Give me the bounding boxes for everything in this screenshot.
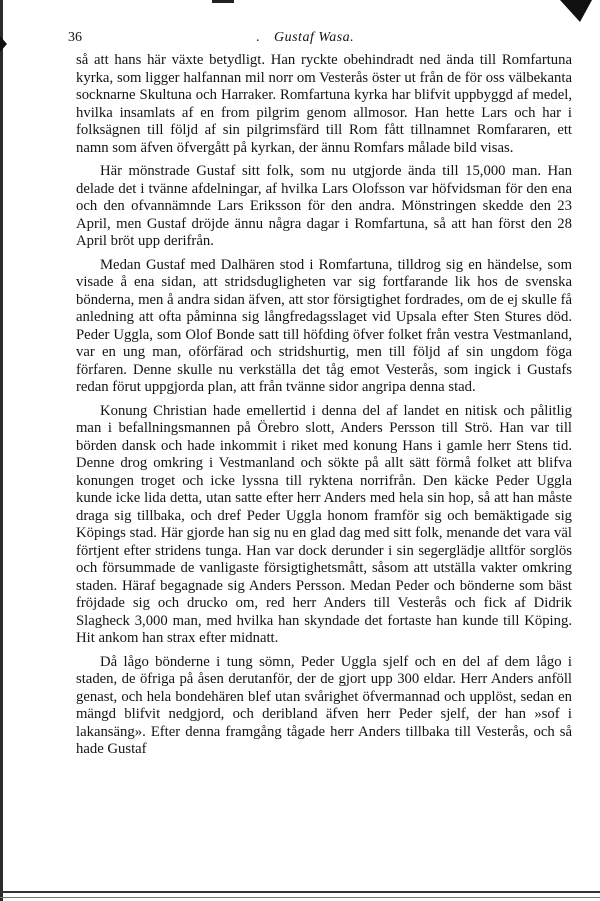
paragraph: så att hans här växte betydligt. Han ryckte obehindradt ned ända till Romfartuna kyrka, som ligger halfannan mil norr om Vesterås öster ut från de för oss välbekanta socknarne Skultuna och Harraker. Romfartuna kyrka har blifvit uppbyggd af medel, hvilka insamlats af en from pilgrim genom allmosor. Han hette Lars och har i folksägnen till följd af sin pilgrimsfärd till Rom fått tillnamnet Romfararen, ett namn som äfven öfvergått på kyrkan, der ännu Romfars målade bild visas. [76,52,572,156]
page-edge-mark [0,36,7,52]
bottom-edge-line [0,891,600,893]
paragraph: Här mönstrade Gustaf sitt folk, som nu utgjorde ända till 15,000 man. Han delade det i tvänne afdelningar, af hvilka Lars Olofsson var höfvidsman för den ena och den ofvannämnde Lars Eriksson för den andra. Mönstringen skedde den 23 April, men Gustaf dröjde ännu några dagar i Romfartuna, så att han först den 28 April bröt upp derifrån. [76,163,572,249]
running-title-text: Gustaf Wasa. [274,30,355,45]
paragraph: Medan Gustaf med Dalhären stod i Romfartuna, tilldrog sig en händelse, som visade å ena sidan, att stridsdugligheten var sig fortfarande lik hos de svenska bönderna, men å andra sidan äfven, att stor försigtighet fordrades, om de ej skulle få anledning att ofta påminna sig långfredagsslaget vid Upsala efter Sten Stures död. Peder Uggla, som Olof Bonde satt till höfding öfver folket från vestra Vestmanland, var en ung man, oförfärad och stridshurtig, men till följd af sin ungdom föga förfaren. Denne skulle nu verkställa det tåg emot Vesterås, som ingick i Gustafs redan förut uppgjorda plan, att från tvänne sidor angripa denna stad. [76,256,572,395]
top-mark [212,0,234,3]
paragraph: Konung Christian hade emellertid i denna del af landet en nitisk och pålitlig man i befallningsmannen på Örebro slott, Anders Persson till Strö. Han var till börden dansk och hade inkommit i riket med konung Hans i gamle herr Stens tid. Denne drog omkring i Vestmanland och sökte på allt sätt förmå folket att blifva konungen troget och icke lyssna till ryktena norrifrån. Den käcke Peder Uggla kunde icke lida detta, utan satte efter herr Anders med hela sin hop, så att han måste draga sig tillbaka, och dref Peder Uggla honom framför sig och bemäktigade sig Köpings stad. Här gjorde han sig nu en glad dag med sitt folk, menande det vara väl förtjent efter stridens tunga. Han var dock derunder i sin segerglädje alltför sorglös och försummade de vanligaste försigtighetsmått, såsom att utställa vakter omkring staden. Häraf begagnade sig Anders Persson. Medan Peder och bönderne som bäst fröjdade sig och drucko om, red herr Anders till Vesterås och fick af Didrik Slagheck 3,000 man, med hvilka han skyndade det fortaste han kunde till Köping. Hit ankom han strax efter midnatt. [76,402,572,646]
paragraph: Då lågo bönderne i tung sömn, Peder Uggla sjelf och en del af dem lågo i staden, de öfriga på åsen derutanför, der de gjort upp 300 eldar. Herr Anders anföll genast, och hela bondehären blef utan svårighet öfvermannad och upplöst, sedan en mängd blifvit nedgjord, och deribland äfven herr Peder sjelf, der han »sof i lakansäng». Efter denna framgång tågade herr Anders tillbaka till Vesterås, och så hade Gustaf [76,653,572,757]
corner-mark [560,0,592,22]
body-text [76,52,572,765]
page-header [68,30,566,48]
bottom-edge-line-thin [0,897,600,898]
page-number: 36 [68,30,82,45]
header-separator: . [256,30,260,45]
running-title [256,30,354,46]
page-edge-shadow [0,0,3,901]
